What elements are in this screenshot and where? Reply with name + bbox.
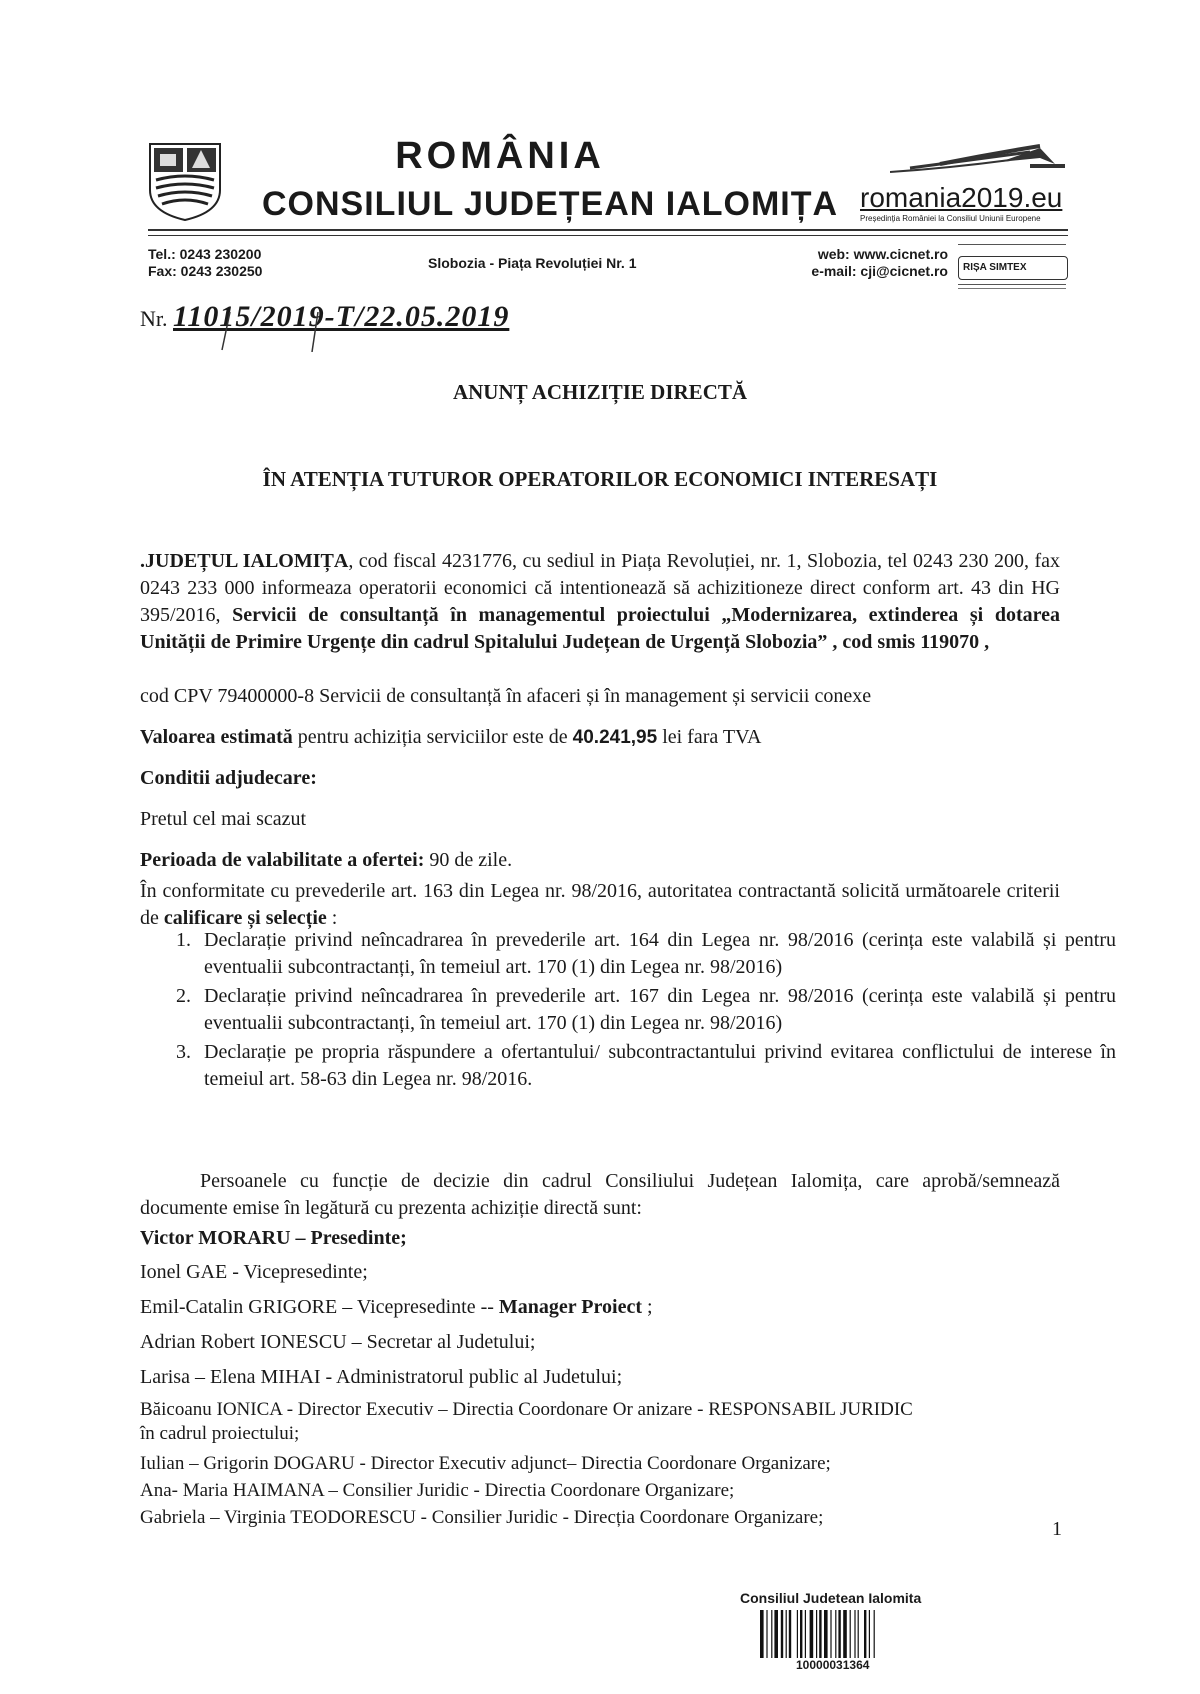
criteria-item: 2. Declarație privind neîncadrarea în prevederile art. 167 din Legea nr. 98/2016 (cerința este valabilă și pentru eventualii subcontractanți, în temeiul art. 170 (1) din Legea nr. 98/2016) [196,983,1116,1037]
estimated-value-suffix: lei fara TVA [657,726,762,748]
partner-tagline: Președinția României la Consiliul Uniunii Europene [860,214,1041,223]
header-country: ROMÂNIA [395,135,605,177]
header-divider-thin [148,235,1068,236]
estimated-value-amount: 40.241,95 [572,727,658,748]
person-role-bold: Manager Proiect [498,1296,643,1318]
intro-paragraph [140,548,1060,656]
validity-text: 90 de zile. [424,849,513,871]
person-item: Iulian – Grigorin DOGARU - Director Executiv adjunct– Directia Coordonare Organizare; [140,1453,831,1474]
intro-text: , cod fiscal 4231776, cu sediul in Piața Revoluției, nr. 1, Slobozia, tel 0243 230 200, fax 0243 233 000 informeaza operatorii economici că intentionează să achizitioneze direct conform art. 43 din HG 395/2016, [140,550,1061,626]
romania2019-logo [860,142,1070,222]
person-item: Ionel GAE - Vicepresedinte; [140,1261,368,1283]
document-subtitle: ÎN ATENȚIA TUTUROR OPERATORILOR ECONOMICI INTERESAȚI [262,467,938,491]
email-text: e-mail: cji@cicnet.ro [811,263,948,279]
page-number: 1 [1052,1518,1062,1540]
person-item-cont: în cadrul proiectului; [140,1423,300,1444]
person-item: Băicoanu IONICA - Director Executiv – Directia Coordonare Or anizare - RESPONSABIL JURIDIC [140,1399,913,1420]
conditions-label: Conditii adjudecare: [140,767,317,789]
compliance-bold: calificare și selecție [163,907,327,929]
registration-prefix: Nr. [140,306,168,331]
handwritten-strokes [218,312,338,352]
compliance-end: : [326,907,338,929]
header-council-name: CONSILIUL JUDEȚEAN IALOMIȚA [262,185,839,223]
barcode-number: 10000031364 [796,1658,870,1672]
address-text: Slobozia - Piața Revoluției Nr. 1 [428,255,637,271]
person-item: Gabriela – Virginia TEODORESCU - Consilier Juridic - Direcția Coordonare Organizare; [140,1507,824,1528]
person-item: Victor MORARU – Presedinte; [140,1227,407,1249]
estimated-value-line [140,724,1060,751]
barcode-icon [760,1610,920,1658]
criteria-list [140,927,1116,1095]
compliance-text: În conformitate cu prevederile art. 163 din Legea nr. 98/2016, autoritatea contractantă solicită următoarele criterii de [140,880,1060,929]
fax-text: Fax: 0243 230250 [148,263,263,279]
validity-line [140,847,1060,873]
contact-web-block [758,246,948,280]
compliance-paragraph [140,878,1060,932]
criteria-item: 3. Declarație pe propria răspundere a ofertantului/ subcontractantului privind evitarea conflictului de interese în temeiul art. 58-63 din Legea nr. 98/2016. [196,1039,1116,1093]
person-item: Larisa – Elena MIHAI - Administratorul public al Judetului; [140,1366,623,1388]
tel-text: Tel.: 0243 230200 [148,246,262,262]
person-end: ; [642,1296,653,1318]
estimated-value-text: pentru achiziția serviciilor este de [292,726,573,748]
wings-icon [890,142,1070,178]
intro-service: Servicii de consultanță în managementul proiectului „Modernizarea, extinderea și dotarea Unității de Primire Urgențe din cadrul Spitalului Județean de Urgență Slobozia” , cod smis 119070 , [140,604,1060,653]
cpv-line: cod CPV 79400000-8 Servicii de consultanță în afaceri și în management și servicii conexe [140,685,872,707]
persons-intro: Persoanele cu funcție de decizie din cadrul Consiliului Județean Ialomița, care aprobă/semnează documente emise în legătură cu prezenta achiziție directă sunt: [140,1170,1060,1219]
person-item: Adrian Robert IONESCU – Secretar al Judetului; [140,1331,536,1353]
validity-label: Perioada de valabilitate a ofertei: [140,849,425,871]
registration-handwritten: 11015/2019-T/22.05.2019 [173,300,510,333]
estimated-value-label: Valoarea estimată [140,726,293,748]
partner-url: romania2019.eu [860,182,1063,213]
person-item [140,1294,1060,1320]
conditions-text: Pretul cel mai scazut [140,808,307,830]
contact-phone-block [148,246,262,280]
simtex-label: RIȘA SIMTEX [958,256,1068,280]
document-title: ANUNȚ ACHIZIȚIE DIRECTĂ [452,380,748,404]
intro-entity: .JUDEȚUL IALOMIȚA [140,550,349,572]
person-item: Ana- Maria HAIMANA – Consilier Juridic - Directia Coordonare Organizare; [140,1480,735,1501]
web-text: web: www.cicnet.ro [817,246,948,262]
person-text: Emil-Catalin GRIGORE – Vicepresedinte -- [140,1296,499,1318]
stamp-label: Consiliul Judetean Ialomita [740,1590,922,1606]
criteria-item: 1. Declarație privind neîncadrarea în prevederile art. 164 din Legea nr. 98/2016 (cerința este valabilă și pentru eventualii subcontractanți, în temeiul art. 170 (1) din Legea nr. 98/2016) [196,927,1116,981]
certification-mark [958,244,1066,298]
header-divider [148,229,1068,231]
